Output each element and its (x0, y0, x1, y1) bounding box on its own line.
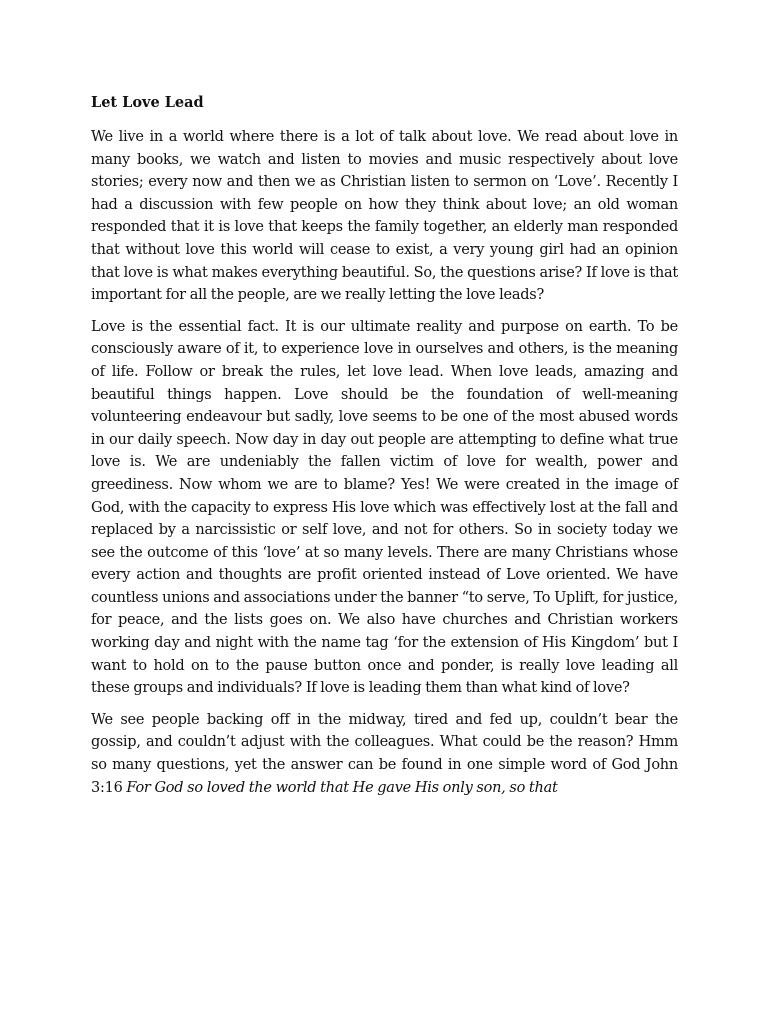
paragraph-1: We live in a world where there is a lot of talk about love. We read about love in many books, we watch and listen to movies and music respectively about love stories; every now and then we as Christian listen to sermon on ‘Love’. Recently I had a discussion with few people on how they think about love; an old woman responded that it is love that keeps the family together, an elderly man responded that without love this world will cease to exist, a very young girl had an opinion that love is what makes everything beautiful. So, the questions arise? If love is that important for all the people, are we really letting the love leads? (91, 129, 678, 304)
paragraph-3 (91, 709, 678, 799)
bible-quote: For God so loved the world that He gave His only son, so that (126, 779, 558, 796)
paragraph-2: Love is the essential fact. It is our ultimate reality and purpose on earth. To be consciously aware of it, to experience love in ourselves and others, is the meaning of life. Follow or break the rules, let love lead. When love leads, amazing and beautiful things happen. Love should be the foundation of well-meaning volunteering endeavour but sadly, love seems to be one of the most abused words in our daily speech. Now day in day out people are attempting to define what true love is. We are undeniably the fallen victim of love for wealth, power and greediness. Now whom we are to blame? Yes! We were created in the image of God, with the capacity to express His love which was effectively lost at the fall and replaced by a narcissistic or self love, and not for others. So in society today we see the outcome of this ‘love’ at so many levels. There are many Christians whose every action and thoughts are profit oriented instead of Love oriented. We have countless unions and associations under the banner “to serve, To Uplift, for justice, for peace, and the lists goes on. We also have churches and Christian workers working day and night with the name tag ‘for the extension of His Kingdom’ but I want to hold on to the pause button once and ponder, is really love leading all these groups and individuals? If love is leading them than what kind of love? (91, 318, 678, 697)
document-page (91, 92, 678, 808)
document-title: Let Love Lead (91, 94, 204, 111)
paragraph-3-text: We see people backing off in the midway, tired and fed up, couldn’t bear the gossip, and couldn’t adjust with the colleagues. What could be the reason? Hmm so many questions, yet the answer can be found in one simple word of God John 3:16 (91, 711, 678, 796)
